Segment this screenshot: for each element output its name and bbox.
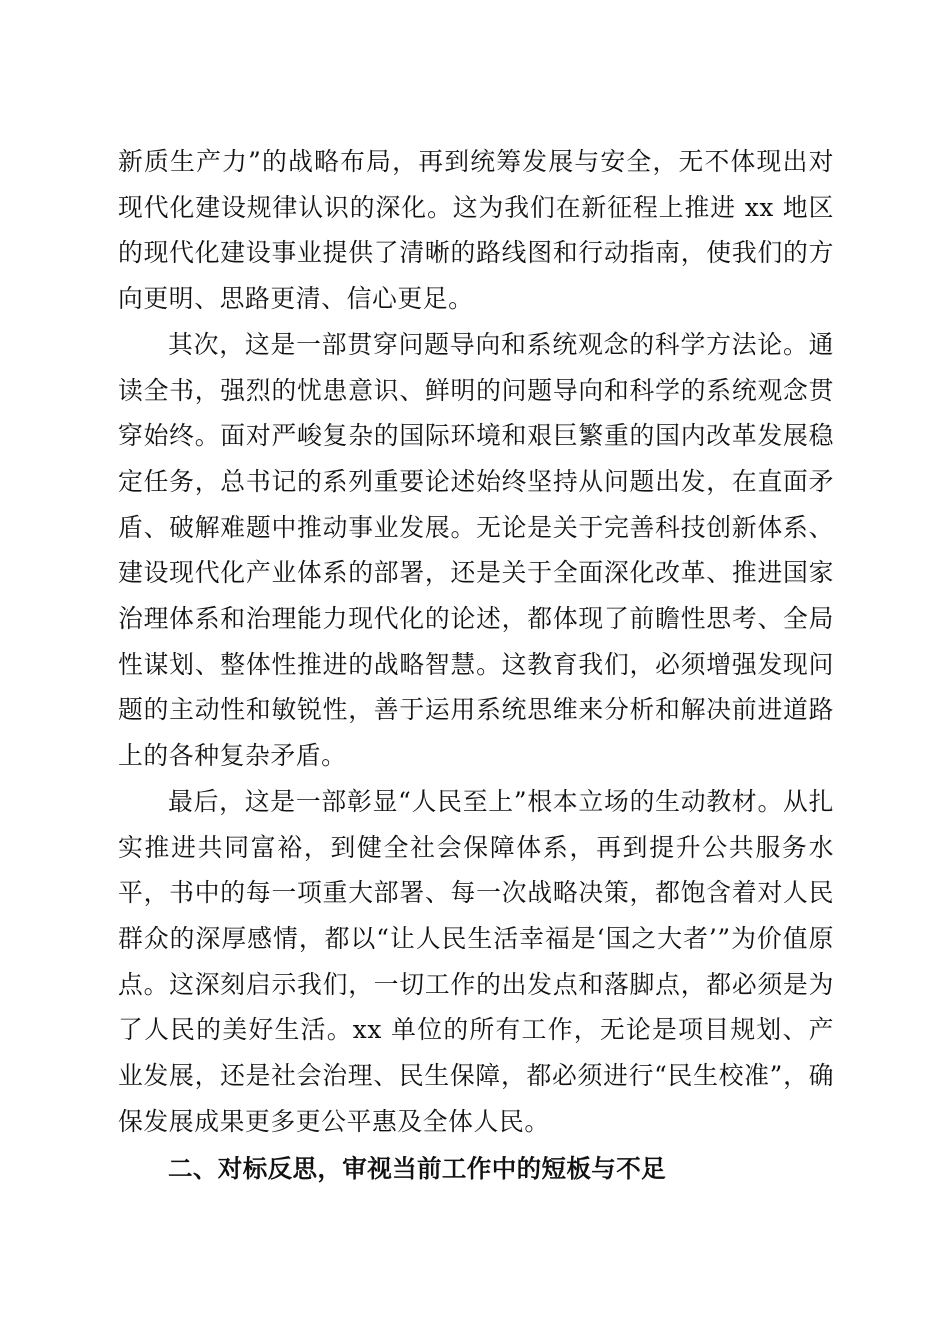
section-heading: 二、对标反思，审视当前工作中的短板与不足 — [168, 1154, 666, 1184]
paragraph-people-first: 最后，这是一部彰显“人民至上”根本立场的生动教材。从扎实推进共同富裕，到健全社会保障体系，再到提升公共服务水平，书中的每一项重大部署、每一次战略决策，都饱含着对人民群众的深厚感情，都以“让人民生活幸福是‘国之大者’”为价值原点。这深刻启示我们，一切工作的出发点和落脚点，都必须是为了人民的美好生活。xx 单位的所有工作，无论是项目规划、产业发展，还是社会治理、民生保障，都必须进行“民生校准”，确保发展成果更多更公平惠及全体人民。 — [118, 786, 834, 1136]
paragraph-methodology: 其次，这是一部贯穿问题导向和系统观念的科学方法论。通读全书，强烈的忧患意识、鲜明的问题导向和科学的系统观念贯穿始终。面对严峻复杂的国际环境和艰巨繁重的国内改革发展稳定任务，总书记的系列重要论述始终坚持从问题出发，在直面矛盾、破解难题中推动事业发展。无论是关于完善科技创新体系、建设现代化产业体系的部署，还是关于全面深化改革、推进国家治理体系和治理能力现代化的论述，都体现了前瞻性思考、全局性谋划、整体性推进的战略智慧。这教育我们，必须增强发现问题的主动性和敏锐性，善于运用系统思维来分析和解决前进道路上的各种复杂矛盾。 — [118, 329, 834, 771]
document-body — [118, 139, 834, 1192]
paragraph-continuation: 新质生产力”的战略布局，再到统筹发展与安全，无不体现出对现代化建设规律认识的深化。这为我们在新征程上推进 xx 地区的现代化建设事业提供了清晰的路线图和行动指南，使我们的方向更明、思路更清、信心更足。 — [118, 147, 834, 314]
